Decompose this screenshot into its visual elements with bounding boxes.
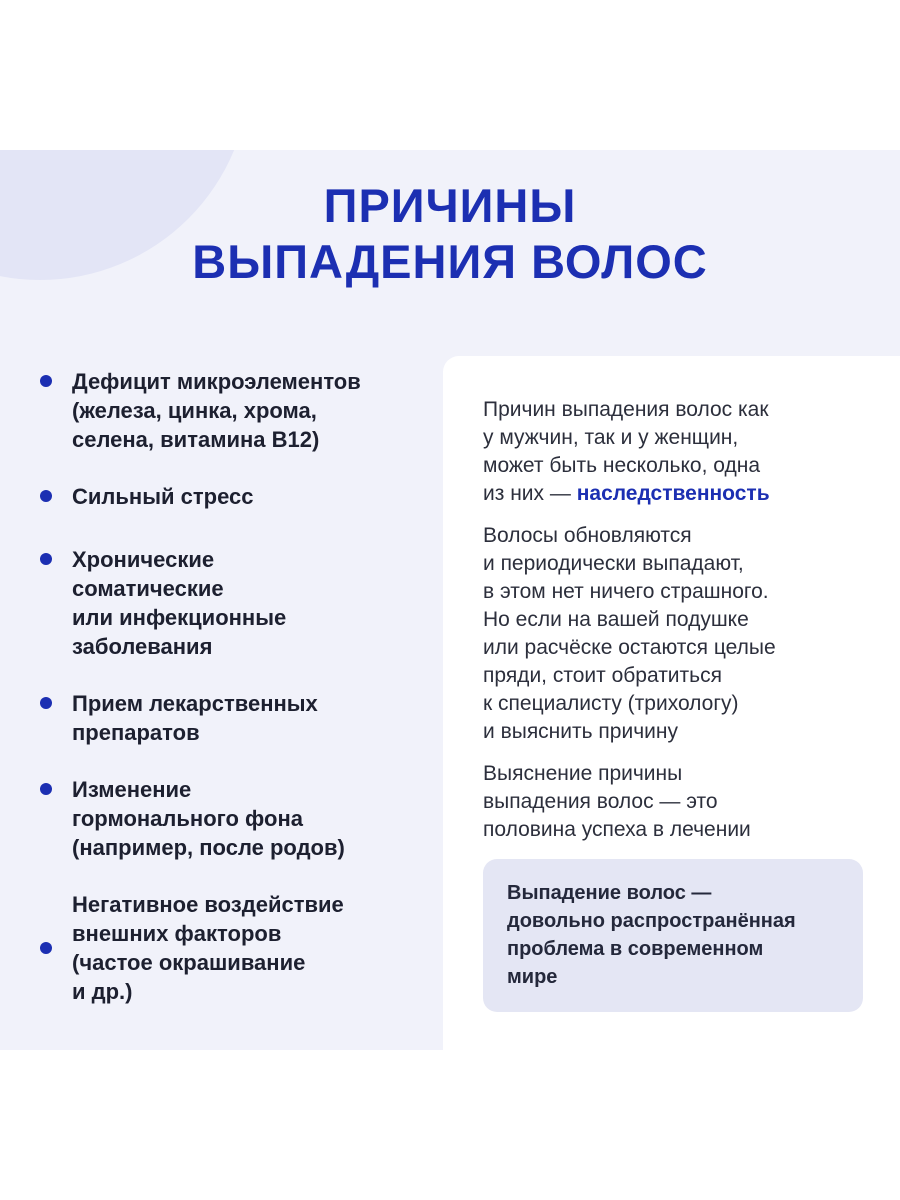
info-paragraph-hair-renewal [483, 522, 873, 746]
cause-line: Прием лекарственных [72, 691, 318, 716]
cause-line: соматические [72, 576, 224, 601]
bullet-dot-icon [40, 942, 52, 954]
cause-item-hormones [38, 775, 408, 862]
cause-line: или инфекционные [72, 605, 287, 630]
causes-list [38, 367, 408, 1006]
cause-line: Изменение [72, 777, 192, 802]
paragraph-line: и выяснить причину [483, 720, 678, 743]
cause-line: (частое окрашивание [72, 950, 306, 975]
callout-line: Выпадение волос — [507, 882, 712, 904]
info-paragraph-heredity [483, 396, 873, 508]
paragraph-line: половина успеха в лечении [483, 818, 751, 841]
paragraph-line: у мужчин, так и у женщин, [483, 426, 739, 449]
cause-item-chronic-diseases [38, 545, 408, 661]
paragraph-line: может быть несколько, одна [483, 454, 761, 477]
callout-line: довольно распространённая [507, 910, 796, 932]
bullet-dot-icon [40, 783, 52, 795]
paragraph-line: Но если на вашей подушке [483, 608, 749, 631]
paragraph-line: или расчёске остаются целые [483, 636, 776, 659]
cause-line: (железа, цинка, хрома, [72, 398, 317, 423]
paragraph-line: Выяснение причины [483, 762, 683, 785]
cause-item-stress [38, 482, 408, 511]
cause-item-external-factors [38, 890, 408, 1006]
cause-line: Негативное воздействие [72, 892, 344, 917]
paragraph-line: к специалисту (трихологу) [483, 692, 739, 715]
bullet-dot-icon [40, 553, 52, 565]
bullet-dot-icon [40, 375, 52, 387]
cause-item-medication [38, 689, 408, 747]
paragraph-line [483, 480, 873, 508]
cause-line: Сильный стресс [72, 484, 254, 509]
title-line-2: ВЫПАДЕНИЯ ВОЛОС [192, 235, 708, 288]
cause-line: Дефицит микроэлементов [72, 369, 361, 394]
cause-line: препаратов [72, 720, 200, 745]
paragraph-line: Волосы обновляются [483, 524, 692, 547]
page-title [0, 178, 900, 290]
callout-box [483, 859, 863, 1012]
paragraph-line: выпадения волос — это [483, 790, 718, 813]
info-card [443, 356, 900, 1050]
cause-line: гормонального фона [72, 806, 303, 831]
bullet-dot-icon [40, 697, 52, 709]
content-panel [0, 150, 900, 1050]
paragraph-text: из них — [483, 482, 577, 505]
paragraph-line: в этом нет ничего страшного. [483, 580, 769, 603]
title-line-1: ПРИЧИНЫ [323, 179, 577, 232]
cause-item-microelements [38, 367, 408, 454]
cause-line: селена, витамина В12) [72, 427, 320, 452]
bullet-dot-icon [40, 490, 52, 502]
paragraph-line: и периодически выпадают, [483, 552, 744, 575]
cause-line: заболевания [72, 634, 213, 659]
callout-line: мире [507, 966, 558, 988]
cause-line: (например, после родов) [72, 835, 345, 860]
callout-line: проблема в современном [507, 938, 764, 960]
cause-line: и др.) [72, 979, 133, 1004]
heredity-highlight: наследственность [576, 482, 770, 505]
paragraph-line: пряди, стоит обратиться [483, 664, 722, 687]
paragraph-line: Причин выпадения волос как [483, 398, 769, 421]
cause-line: внешних факторов [72, 921, 282, 946]
cause-line: Хронические [72, 547, 215, 572]
info-paragraph-treatment [483, 760, 873, 844]
